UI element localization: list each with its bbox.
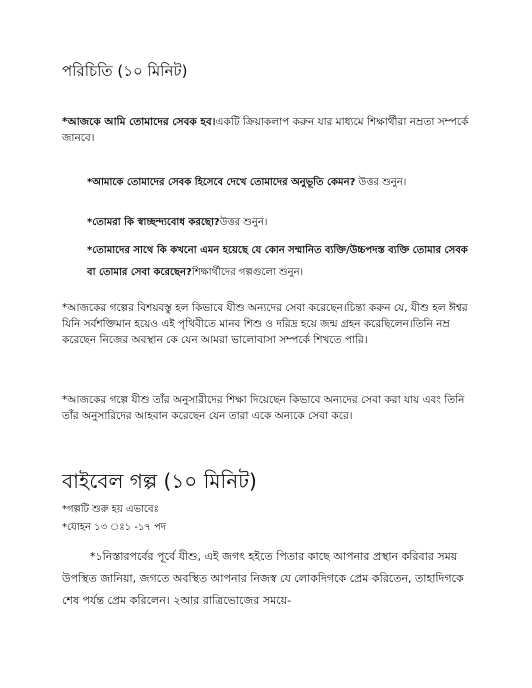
paragraph-topic: *আজকের গল্পের বিশয়বস্তু হল কিভাবে যীশু অন্যদের সেবা করেছেন।চিন্তা করুন যে, যীশু হল ঈশ্বর যিনি সর্বশক্তিমান হয়েও এই পৃথিবীতে মানব শিশু ও দরিদ্র হয়ে জন্ম গ্রহন করেছিলেন।তিনি নম্র করেছেন নিজের অবস্থান কে যেন আমরা ভালোবাসা সম্পর্কে শিখতে পারি। bbox=[62, 302, 468, 346]
question-3-answer: শিক্ষার্থীদের গল্পগুলো শুনুন। bbox=[191, 267, 304, 278]
question-1 bbox=[87, 175, 477, 191]
intro-bold-text: *আজকে আমি তোমাদের সেবক হব। bbox=[62, 116, 216, 128]
story-start: *গল্পটি শুরু হয় এভাবেঃ bbox=[62, 504, 159, 515]
question-2-answer: উত্তর শুনুন। bbox=[219, 217, 268, 228]
question-1-bold: *আমাকে তোমাদের সেবক হিসেবে দেখে তোমাদের অনুভূতি কেমন? bbox=[87, 177, 356, 188]
intro-text: একটি ক্রিয়াকলাপ করুন যার মাধ্যমে শিক্ষার্থীরা নম্রতা সম্পর্কে জানবে। bbox=[62, 116, 469, 144]
section-title-introduction: পরিচিতি (১০ মিনিট) bbox=[62, 62, 188, 80]
question-3 bbox=[87, 240, 477, 284]
question-2-bold: *তোমরা কি স্বাচ্ছন্দ্যবোধ করছো? bbox=[87, 217, 220, 228]
intro-paragraph bbox=[62, 114, 474, 146]
scripture-reference: *যোহন ১৩ ঃ১ -১৭ পদ bbox=[62, 522, 167, 533]
question-3-bold: *তোমাদের সাথে কি কখনো এমন হয়েছে যে কোন সম্মানিত ব্যক্তি/উচ্চপদস্ত ব্যক্তি তোমার সেবক বা তোমার সেবা করেছেন? bbox=[87, 245, 468, 278]
question-1-answer: উত্তর শুনুন। bbox=[355, 177, 407, 188]
scripture-verse: *১নিস্তারপর্বের পূর্বে যীশু, এই জগৎ হইতে পিতার কাছে আপনার প্রস্থান করিবার সময় উপস্থিত জানিয়া, জগতে অবস্থিত আপনার নিজস্ব যে লোকদিগকে প্রেম করিতেন, তাহাদিগকে শেষ পর্যন্ত প্রেম করিলেন। ২আর রাত্রিভোজের সময়ে- bbox=[62, 550, 464, 607]
question-2 bbox=[87, 215, 477, 231]
section-title-bible-story: বাইবেল গল্প (১০ মিনিট) bbox=[62, 469, 257, 493]
paragraph-lesson: *আজকের গল্পে যীশু তাঁর অনুসারীদের শিক্ষা দিয়েছেন কিভাবে অন্যদের সেবা করা যায় এবং তিনি তাঁর অনুসারিদের আহবান করেছেন যেন তারা একে অন্যকে সেবা করে। bbox=[62, 394, 465, 422]
